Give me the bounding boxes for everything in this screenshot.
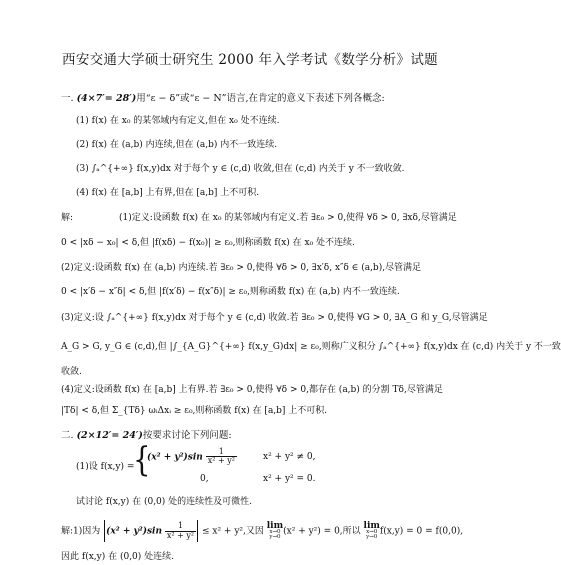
sol1-part1-line1: (1)定义:设函数 f(x) 在 x₀ 的某邻域内有定义.若 ∃ε₀ > 0,使得 ∀δ > 0, ∃xδ,尽管满足 xyxy=(119,213,457,223)
q2-item1-label: (1)设 f(x,y) = xyxy=(76,462,135,472)
q1-header xyxy=(61,93,385,104)
sol1-part1-line2: 0 < |xδ − x₀| < δ,但 |f(xδ) − f(x₀)| ≥ ε₀,则称函数 f(x) 在 x₀ 处不连续. xyxy=(61,238,355,248)
limit-2-word: lim xyxy=(363,520,380,531)
limit-2-sub-x: x→0 xyxy=(366,529,378,536)
sol1-part4-line1: (4)定义:设函数 f(x) 在 [a,b] 上有界.若 ∃ε₀ > 0,使得 ∀δ > 0,都存在 (a,b) 的分割 Tδ,尽管满足 xyxy=(61,385,443,395)
sol1-part3-line3: 收敛. xyxy=(61,367,82,377)
limit-1-sub-y: y→0 xyxy=(269,534,281,541)
limit-1-expression: (x² + y²) = 0,所以 xyxy=(283,526,361,537)
q2-solution-line xyxy=(61,520,463,542)
case1-condition: x² + y² ≠ 0, xyxy=(263,452,316,462)
sol1-part4-line2: |Tδ| < δ,但 Σ_{Tδ} ωᵢΔxᵢ ≥ ε₀,则称函数 f(x) 在 [a,b] 上不可积. xyxy=(61,406,328,416)
limit-2 xyxy=(364,522,380,541)
q1-item-1: (1) f(x) 在 x₀ 的某邻域内有定义,但在 x₀ 处不连续. xyxy=(76,116,280,126)
q1-number: 一. xyxy=(61,93,74,104)
abs-fraction-numerator: 1 xyxy=(165,522,196,531)
page-title: 西安交通大学硕士研究生 2000 年入学考试《数学分析》试题 xyxy=(62,52,438,68)
limit-1-word: lim xyxy=(266,520,284,531)
abs-fraction xyxy=(165,522,196,540)
q1-item-4: (4) f(x) 在 [a,b] 上有界,但在 [a,b] 上不可积. xyxy=(76,188,260,198)
left-brace-icon: { xyxy=(133,440,151,480)
case1-fraction-denominator: x² + y² xyxy=(207,456,235,466)
abs-expression: (x² + y²)sin xyxy=(106,526,162,537)
q1-score: (4×7′= 28′) xyxy=(76,93,137,104)
sol1-part2-line1: (2)定义:设函数 f(x) 在 (a,b) 内连续.若 ∃ε₀ > 0,使得 ∀δ > 0, ∃x′δ, x″δ ∈ (a,b),尽管满足 xyxy=(61,263,422,273)
limit-1-sub-x: x→0 xyxy=(269,529,281,536)
limit-1 xyxy=(267,522,283,541)
sol1-part3-line2: A_G > G, y_G ∈ (c,d),但 |∫_{A_G}^{+∞} f(x,y_G)dx| ≥ ε₀,则称广义积分 ∫ₐ^{+∞} f(x,y)dx 在 (c,d) 内关于 y 不一致 xyxy=(61,342,561,352)
q2-conclusion: 因此 f(x,y) 在 (0,0) 处连续. xyxy=(61,552,175,562)
sol1-part3-line1: (3)定义:设 ∫ₐ^{+∞} f(x,y)dx 对于每个 y ∈ (c,d) 收敛.若 ∃ε₀ > 0,使得 ∀G > 0, ∃A_G 和 y_G,尽管满足 xyxy=(61,313,488,323)
sol1-part2-line2: 0 < |x′δ − x″δ| < δ,但 |f(x′δ) − f(x″δ)| ≥ ε₀,则称函数 f(x) 在 (a,b) 内不一致连续. xyxy=(61,287,400,297)
q2-task: 试讨论 f(x,y) 在 (0,0) 处的连续性及可微性. xyxy=(76,497,253,507)
limit-2-sub-y: y→0 xyxy=(366,534,378,541)
q1-item-3: (3) ∫ₐ^{+∞} f(x,y)dx 对于每个 y ∈ (c,d) 收敛,但在 (c,d) 内关于 y 不一致收敛. xyxy=(76,164,405,174)
abs-bar-left-icon xyxy=(104,520,105,542)
case1-fraction xyxy=(206,448,237,466)
q2-solution-label: 解:1)因为 xyxy=(61,526,101,537)
q1-item-2: (2) f(x) 在 (a,b) 内连续,但在 (a,b) 内不一致连续. xyxy=(76,140,278,150)
case2-condition: x² + y² = 0. xyxy=(263,474,316,484)
q2-number: 二. xyxy=(61,430,74,441)
q1-instructions: 用“ε − δ”或“ε − N”语言,在肯定的意义下表述下列各概念: xyxy=(136,93,385,104)
abs-fraction-denominator: x² + y² xyxy=(166,530,195,540)
q2-instructions: 按要求讨论下列问题: xyxy=(142,430,232,441)
limit-2-expression: f(x,y) = 0 = f(0,0), xyxy=(379,526,464,537)
case1-fraction-numerator: 1 xyxy=(206,448,237,457)
case2-expression: 0, xyxy=(200,474,209,484)
q2-solution-bound: ≤ x² + y²,又因 xyxy=(201,526,264,537)
piecewise-case-1 xyxy=(147,448,237,466)
q2-score: (2×12′= 24′) xyxy=(76,430,143,441)
abs-bar-right-icon xyxy=(197,520,198,542)
sol1-label: 解: xyxy=(61,213,74,223)
case1-expression: (x² + y²)sin xyxy=(147,452,203,463)
